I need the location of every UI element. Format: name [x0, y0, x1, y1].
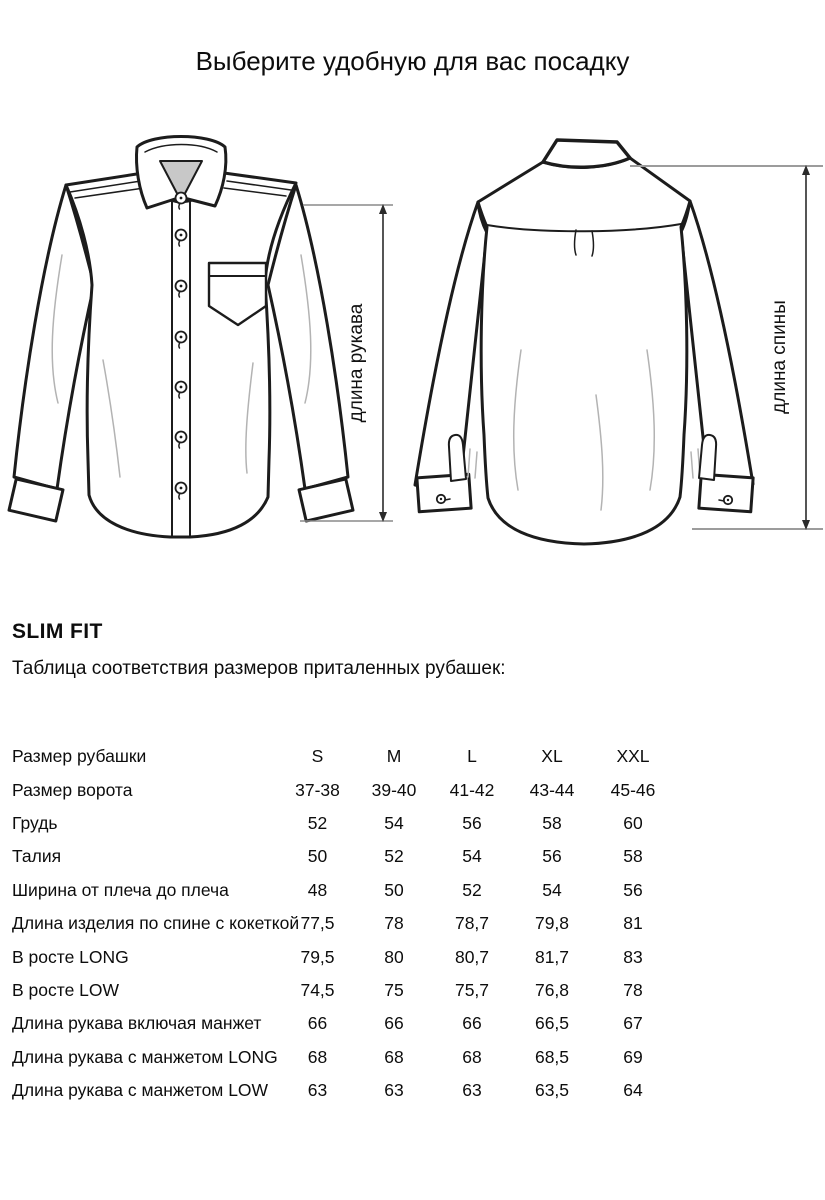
section-heading: SLIM FIT — [12, 620, 103, 643]
row-label: Размер рубашки — [12, 746, 147, 767]
table-row — [0, 840, 825, 873]
table-cell: 63 — [462, 1080, 482, 1101]
table-cell: 56 — [623, 879, 643, 900]
table-row — [0, 874, 825, 907]
back-body — [478, 158, 690, 544]
table-cell: 52 — [307, 812, 328, 833]
front-right-sleeve — [268, 185, 348, 489]
table-cell: 66,5 — [534, 1013, 570, 1034]
table-cell: 79,5 — [300, 946, 335, 967]
table-cell: 76,8 — [534, 979, 570, 1000]
table-cell: 80 — [384, 946, 404, 967]
table-row — [0, 1074, 825, 1107]
table-cell: 68 — [307, 1046, 328, 1067]
table-cell: 81,7 — [534, 946, 570, 967]
table-cell: 54 — [542, 879, 562, 900]
table-cell: 83 — [623, 946, 643, 967]
table-cell: 75 — [384, 979, 404, 1000]
table-row — [0, 1007, 825, 1040]
table-cell: 43-44 — [529, 779, 575, 800]
table-row — [0, 940, 825, 973]
table-cell: 79,8 — [534, 913, 570, 934]
table-cell: 48 — [307, 879, 328, 900]
size-table — [0, 740, 825, 1107]
table-cell: 63,5 — [534, 1080, 570, 1101]
table-cell: XL — [541, 746, 563, 767]
table-cell: 78,7 — [454, 913, 490, 934]
back-collar — [543, 140, 630, 167]
back-length-label: длина спины — [769, 300, 790, 414]
table-cell: 66 — [307, 1013, 328, 1034]
table-cell: 64 — [623, 1080, 643, 1101]
row-label: Грудь — [12, 812, 58, 833]
table-cell: 68,5 — [534, 1046, 570, 1067]
table-row — [0, 907, 825, 940]
row-label: Ширина от плеча до плеча — [12, 879, 229, 900]
table-cell: 63 — [307, 1080, 328, 1101]
table-cell: XXL — [616, 746, 650, 767]
table-cell: 60 — [623, 812, 643, 833]
table-cell: 78 — [384, 913, 404, 934]
table-row — [0, 1041, 825, 1074]
table-row-sizes — [0, 740, 825, 773]
table-cell: 56 — [542, 846, 562, 867]
table-cell: 75,7 — [454, 979, 490, 1000]
row-label: В росте LOW — [12, 979, 120, 1000]
row-label: Размер ворота — [12, 779, 133, 800]
table-cell: 52 — [462, 879, 482, 900]
table-cell: 58 — [623, 846, 643, 867]
table-cell: 52 — [384, 846, 404, 867]
table-cell: 45-46 — [610, 779, 656, 800]
table-cell: 68 — [384, 1046, 404, 1067]
row-label: Длина рукава с манжетом LONG — [12, 1046, 278, 1067]
page-title: Выберите удобную для вас посадку — [195, 46, 630, 76]
shirt-front-drawing — [9, 137, 353, 538]
table-cell: 67 — [623, 1013, 643, 1034]
table-cell: 78 — [623, 979, 643, 1000]
table-row — [0, 773, 825, 806]
table-cell: 50 — [307, 846, 328, 867]
table-row — [0, 974, 825, 1007]
back-right-sleeve — [681, 201, 753, 493]
table-cell: 63 — [384, 1080, 404, 1101]
row-label: Талия — [12, 846, 62, 867]
table-cell: 58 — [542, 812, 562, 833]
table-cell: 54 — [462, 846, 482, 867]
size-diagram — [0, 105, 825, 560]
table-cell: 81 — [623, 913, 643, 934]
table-cell: 74,5 — [300, 979, 335, 1000]
table-cell: 77,5 — [300, 913, 335, 934]
table-cell: 66 — [384, 1013, 404, 1034]
table-cell: 56 — [462, 812, 482, 833]
table-cell: 39-40 — [371, 779, 417, 800]
row-label: Длина рукава включая манжет — [12, 1013, 262, 1034]
sleeve-length-label: длина рукава — [346, 303, 367, 423]
table-cell: 37-38 — [295, 779, 340, 800]
table-cell: 54 — [384, 812, 404, 833]
table-cell: 66 — [462, 1013, 482, 1034]
table-cell: L — [467, 746, 477, 767]
shirt-back-drawing — [415, 140, 753, 544]
table-caption: Таблица соответствия размеров приталенных рубашек: — [12, 658, 506, 679]
table-row — [0, 807, 825, 840]
table-cell: M — [386, 746, 402, 767]
table-cell: 69 — [623, 1046, 643, 1067]
table-cell: 41-42 — [449, 779, 495, 800]
table-cell: 50 — [384, 879, 404, 900]
table-cell: 68 — [462, 1046, 482, 1067]
row-label: Длина изделия по спине с кокеткой — [12, 913, 300, 934]
table-cell: S — [311, 746, 324, 767]
row-label: Длина рукава с манжетом LOW — [12, 1080, 269, 1101]
row-label: В росте LONG — [12, 946, 129, 967]
table-cell: 80,7 — [454, 946, 490, 967]
